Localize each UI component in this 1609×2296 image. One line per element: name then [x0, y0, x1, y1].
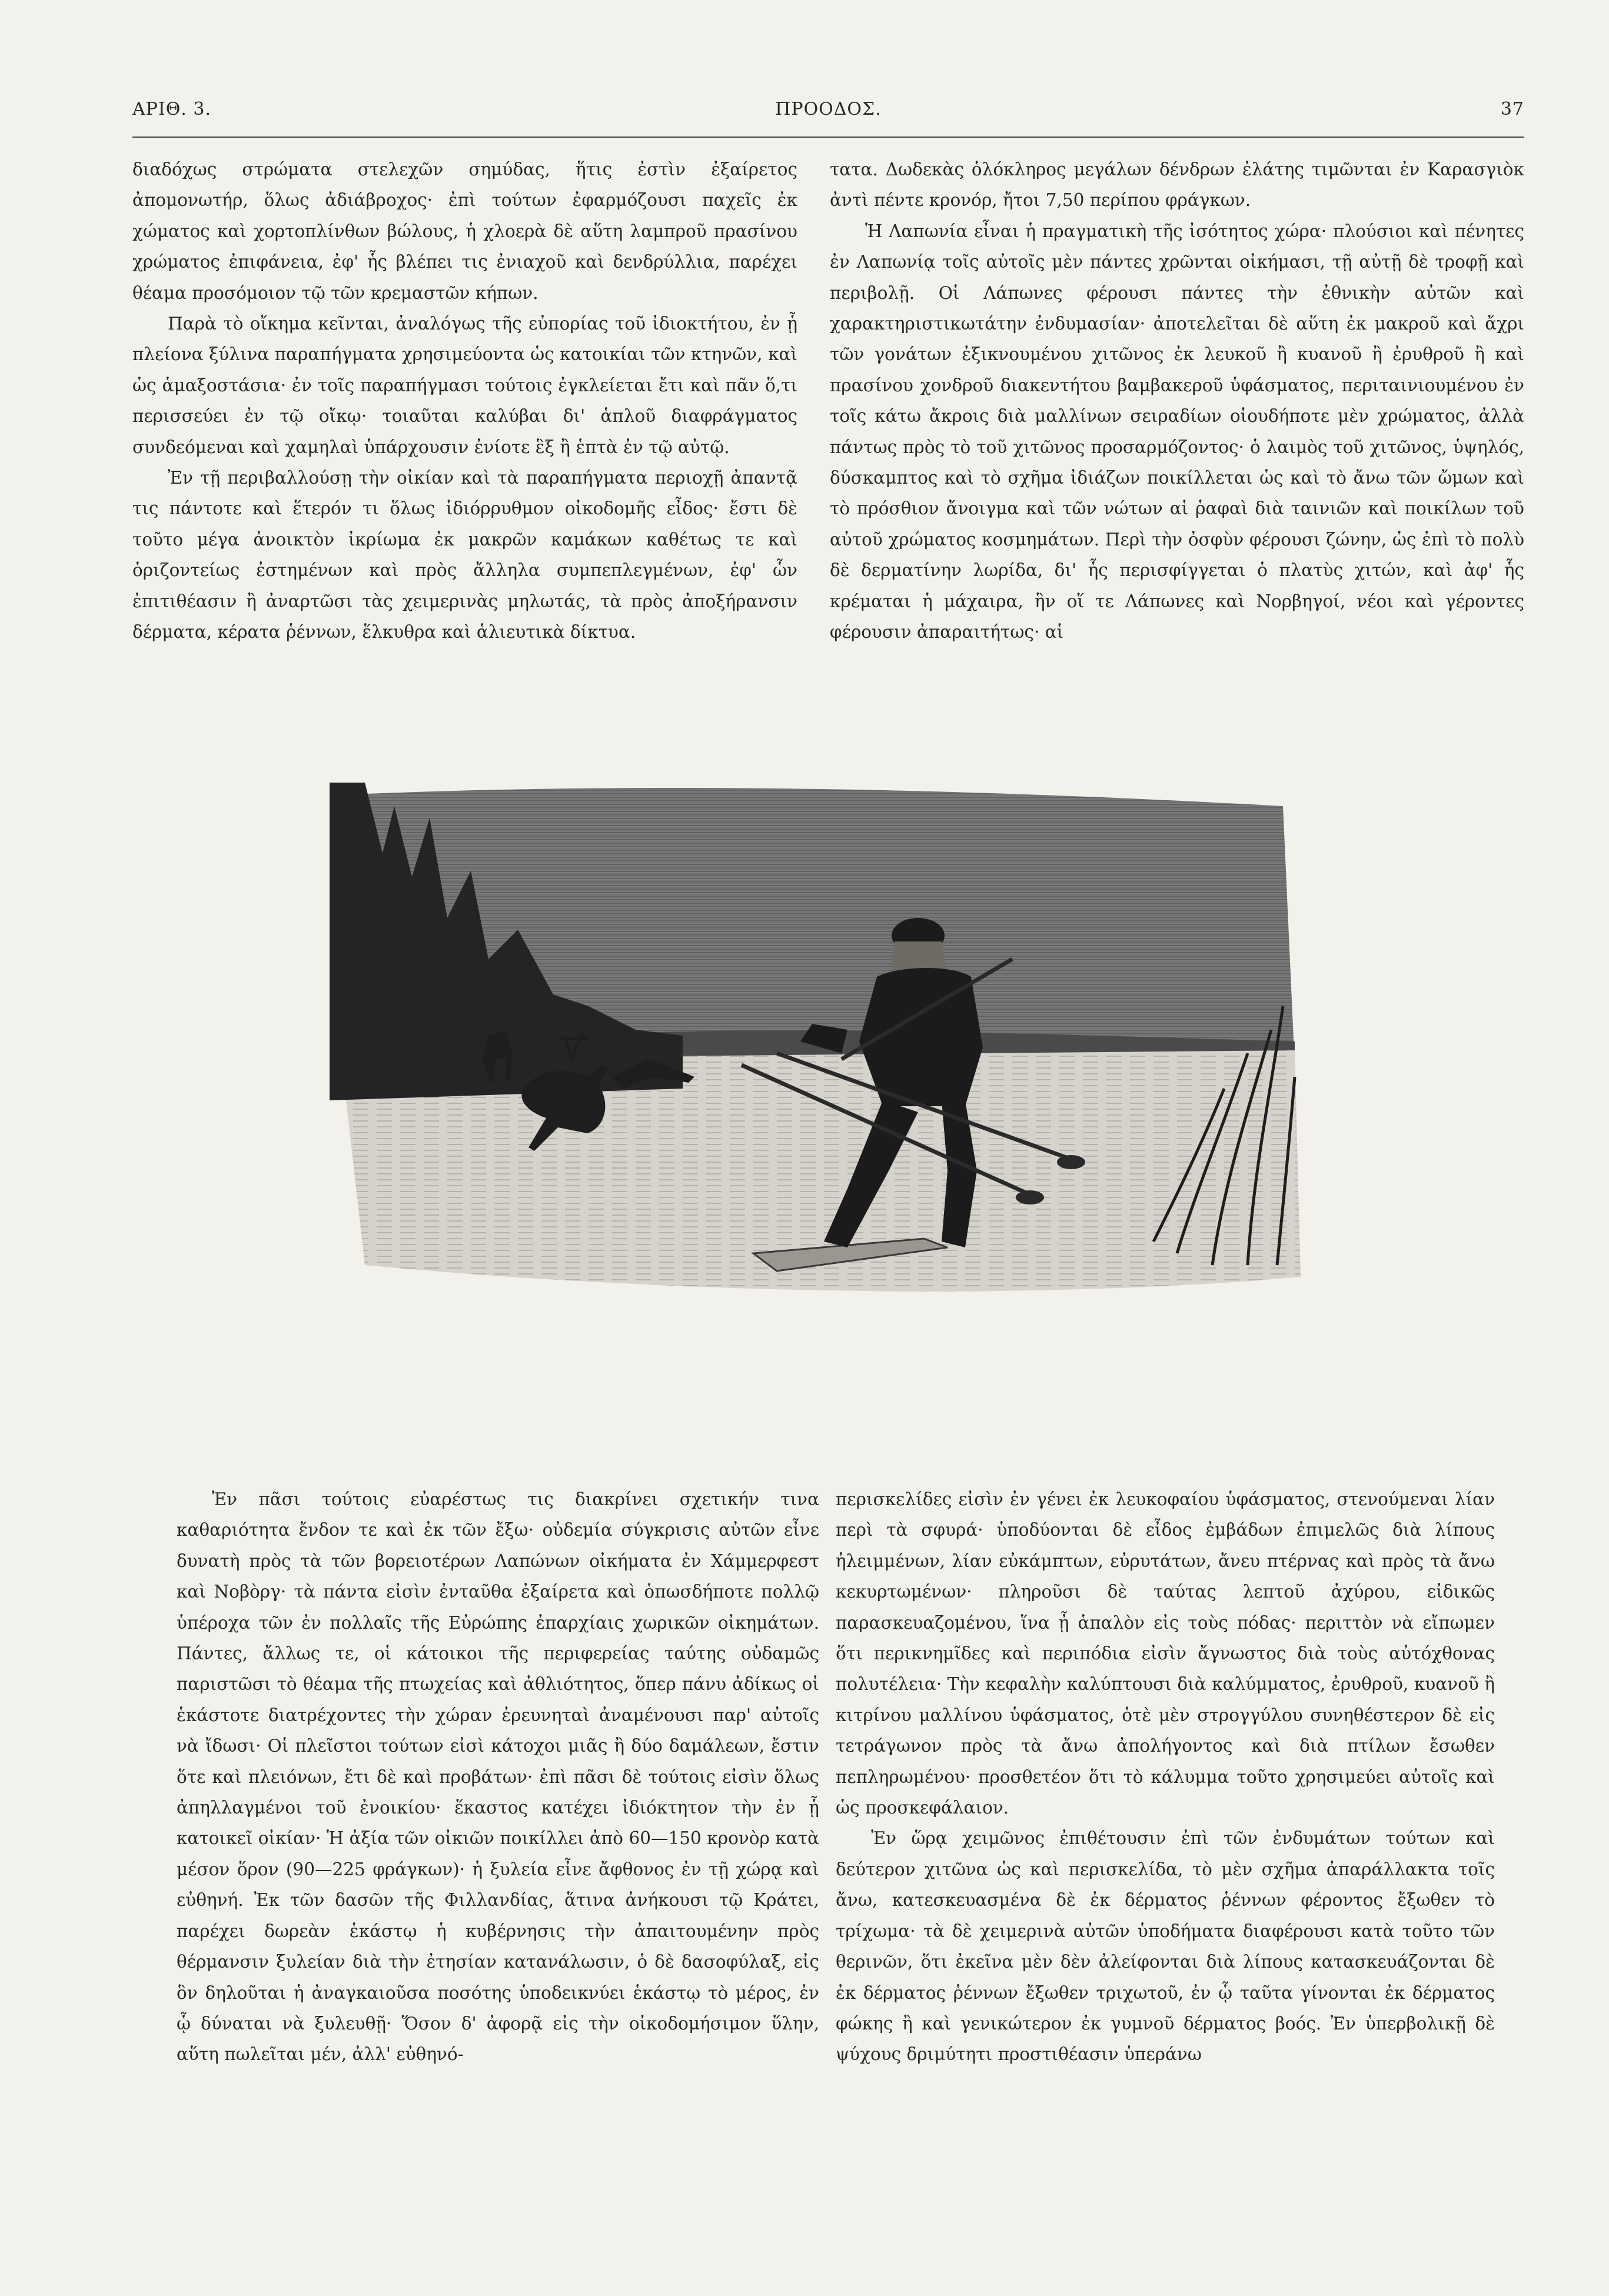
engraving-illustration — [330, 783, 1301, 1312]
paragraph: Ἐν πᾶσι τούτοις εὐαρέστως τις διακρίνει σχετικήν τινα καθαριότητα ἔνδον τε καὶ ἐκ τῶν ἔξω· οὐδεμία σύγκρισις αὐτῶν εἶνε δυνατὴ πρὸς τὰ τῶν βορειοτέρων Λαπώνων οἰκήματα ἐν Χάμμερφεστ καὶ Νοβὸργ· τὰ πάντα εἰσὶν ἐνταῦθα ἐξαίρετα καὶ ὁπωσδήποτε πολλῷ ὑπέροχα τῶν ἐν πολλαῖς τῆς Εὐρώπης ἐπαρχίαις χωρικῶν οἰκημάτων. Πάντες, ἄλλως τε, οἱ κάτοικοι τῆς περιφερείας ταύτης οὐδαμῶς παριστῶσι τὸ θέαμα τῆς πτωχείας καὶ ἀθλιότητος, ὅπερ πάνυ ἀδίκως οἱ ἑκάστοτε διατρέχοντες τὴν χώραν ἐρευνηταὶ ἀναμένουσι παρ' αὐτοῖς νὰ ἴδωσι· Οἱ πλεῖστοι τούτων εἰσὶ κάτοχοι μιᾶς ἢ δύο δαμάλεων, ἔστιν ὅτε καὶ πλειόνων, ἔτι δὲ καὶ προβάτων· ἐπὶ πᾶσι δὲ τούτοις εἰσὶν ὅλως ἀπηλλαγμένοι τοῦ ἐνοικίου· ἕκαστος κατέχει ἰδιόκτητον τὴν ἐν ᾗ κατοικεῖ οἰκίαν· Ἡ ἀξία τῶν οἰκιῶν ποικίλλει ἀπὸ 60—150 κρονὸρ κατὰ μέσον ὅρον (90—225 φράγκων)· ἡ ξυλεία εἶνε ἄφθονος ἐν τῇ χώρᾳ καὶ εὐθηνή. Ἐκ τῶν δασῶν τῆς Φιλλανδίας, ἅτινα ἀνήκουσι τῷ Κράτει, παρέχει δωρεὰν ἑκάστῳ ἡ κυβέρνησις τὴν ἀπαιτουμένην πρὸς θέρμανσιν ξυλείαν διὰ τὴν ἐτησίαν κατανάλωσιν, ὁ δὲ δασοφύλαξ, εἰς ὃν δηλοῦται ἡ ἀναγκαιοῦσα ποσότης ὑποδεικνύει ἑκάστῳ τὸ μέρος, ἐν ᾧ δύναται νὰ ξυλευθῇ· Ὅσον δ' ἀφορᾷ εἰς τὴν οἰκοδομήσιμον ὕλην, αὕτη πωλεῖται μέν, ἀλλ' εὐθηνό- — [177, 1489, 819, 2065]
paragraph: περισκελίδες εἰσὶν ἐν γένει ἐκ λευκοφαίου ὑφάσματος, στενούμεναι λίαν περὶ τὰ σφυρά· ὑποδύονται δὲ εἶδος ἐμβάδων ἐπιμελῶς διὰ λίπους ἠλειμμένων, λίαν εὐκάμπτων, εὐρυτάτων, ἄνευ πτέρνας καὶ πρὸς τὰ ἄνω κεκυρτωμένων· πληροῦσι δὲ ταύτας λεπτοῦ ἀχύρου, εἰδικῶς παρασκευαζομένου, ἵνα ᾖ ἁπαλὸν εἰς τοὺς πόδας· περιττὸν νὰ εἴπωμεν ὅτι περικνημῖδες καὶ περιπόδια εἰσὶν ἄγνωστος διὰ τοὺς αὐτόχθονας πολυτέλεια· Τὴν κεφαλὴν καλύπτουσι διὰ καλύμματος, ἐρυθροῦ, κυανοῦ ἢ κιτρίνου μαλλίνου ὑφάσματος, ὁτὲ μὲν στρογγύλου συνηθέστερον δὲ εἰς τετράγωνον πρὸς τὰ ἄνω ἀπολήγοντος καὶ διὰ πτίλων ἔσωθεν πεπληρωμένου· προσθετέον ὅτι τὸ κάλυμμα τοῦτο χρησιμεύει αὐτοῖς καὶ ὡς προσκεφάλαιον. — [836, 1489, 1495, 1818]
header-rule — [132, 137, 1524, 138]
column-bottom-left — [177, 1484, 819, 2070]
running-head — [132, 99, 1524, 128]
column-top-left — [132, 154, 797, 648]
paragraph: διαδόχως στρώματα στελεχῶν σημύδας, ἥτις ἐστὶν ἐξαίρετος ἀπομονωτήρ, ὅλως ἀδιάβροχος· ἐπὶ τούτων ἐφαρμόζουσι παχεῖς ἐκ χώματος καὶ χορτοπλίνθων βώλους, ἡ χλοερὰ δὲ αὕτη λαμπροῦ πρασίνου χρώματος ἐπιφάνεια, ἐφ' ἧς βλέπει τις ἐνιαχοῦ καὶ δενδρύλλια, παρέχει θέαμα προσόμοιον τῷ τῶν κρεμαστῶν κήπων. — [132, 159, 797, 303]
paragraph: τατα. Δωδεκὰς ὁλόκληρος μεγάλων δένδρων ἐλάτης τιμῶνται ἐν Καρασγιὸκ ἀντὶ πέντε κρονόρ, ἤτοι 7,50 περίπου φράγκων. — [830, 159, 1524, 211]
paragraph: Ἡ Λαπωνία εἶναι ἡ πραγματικὴ τῆς ἰσότητος χώρα· πλούσιοι καὶ πένητες ἐν Λαπωνίᾳ τοῖς αὐτοῖς μὲν πάντες χρῶνται οἰκήμασι, τῇ αὐτῇ δὲ τροφῇ καὶ περιβολῇ. Οἱ Λάπωνες φέρουσι πάντες τὴν ἐθνικὴν αὐτῶν καὶ χαρακτηριστικωτάτην ἐνδυμασίαν· ἀποτελεῖται δὲ αὕτη ἐκ μακροῦ καὶ ἄχρι τῶν γονάτων ἐξικνουμένου χιτῶνος ἐκ λευκοῦ ἢ κυανοῦ ἢ ἐρυθροῦ ἢ καὶ πρασίνου χονδροῦ διακεντήτου βαμβακεροῦ ὑφάσματος, περιταινιουμένου ἐν τοῖς κάτω ἄκροις διὰ μαλλίνων σειραδίων οἱουδήποτε μὲν χρώματος, ἀλλὰ πάντως πρὸς τὸ τοῦ χιτῶνος προσαρμόζοντος· ὁ λαιμὸς τοῦ χιτῶνος, ὑψηλός, δύσκαμπτος καὶ τὸ σχῆμα ἰδιάζων ποικίλλεται ὡς καὶ τὸ ἄνω τῶν ὤμων καὶ τὸ πρόσθιον ἄνοιγμα καὶ τῶν νώτων αἱ ῥαφαὶ διὰ ταινιῶν καὶ ποικίλων τοῦ αὐτοῦ χρώματος κοσμημάτων. Περὶ τὴν ὀσφὺν φέρουσι ζώνην, ὡς ἐπὶ τὸ πολὺ δὲ δερματίνην λωρίδα, δι' ἧς περισφίγγεται ὁ πλατὺς χιτών, καὶ ἀφ' ἧς κρέμαται ἡ μάχαιρα, ἣν οἵ τε Λάπωνες καὶ Νορβηγοί, νέοι καὶ γέροντες φέρουσιν ἀπαραιτήτως· αἱ — [830, 221, 1524, 643]
page-number: 37 — [1500, 99, 1524, 119]
paragraph: Ἐν ὥρᾳ χειμῶνος ἐπιθέτουσιν ἐπὶ τῶν ἐνδυμάτων τούτων καὶ δεύτερον χιτῶνα ὡς καὶ περισκελίδα, τὸ μὲν σχῆμα ἀπαράλλακτα τοῖς ἄνω, κατεσκευασμένα δὲ ἐκ δέρματος ῥέννων φέροντος ἔξωθεν τὸ τρίχωμα· τὰ δὲ χειμερινὰ αὐτῶν ὑποδήματα διαφέρουσι κατὰ τοῦτο τῶν θερινῶν, ὅτι ἐκεῖνα μὲν δὲν ἀλείφονται διὰ λίπους κατασκευάζονται δὲ ἐκ δέρματος ῥέννων ἔξωθεν τριχωτοῦ, ἐν ᾧ ταῦτα γίνονται ἐκ δέρματος φώκης ἢ καὶ γενικώτερον ἐκ γυμνοῦ δέρματος βοός. Ἐν ὑπερβολικῇ δὲ ψύχους δριμύτητι προστιθέασιν ὑπεράνω — [836, 1828, 1495, 2065]
journal-title: ΠΡΟΟΔΟΣ. — [775, 99, 882, 119]
paragraph: Παρὰ τὸ οἴκημα κεῖνται, ἀναλόγως τῆς εὐπορίας τοῦ ἰδιοκτήτου, ἐν ᾗ πλείονα ξύλινα παραπήγματα χρησιμεύοντα ὡς κατοικίαι τῶν κτηνῶν, καὶ ὡς ἁμαξοστάσια· ἐν τοῖς παραπήγμασι τούτοις ἐγκλείεται ἔτι καὶ πᾶν ὅ,τι περισσεύει ἐν τῷ οἴκῳ· τοιαῦται καλύβαι δι' ἁπλοῦ διαφράγματος συνδεόμεναι καὶ χαμηλαὶ ὑπάρχουσιν ἐνίοτε ἓξ ἢ ἑπτὰ ἐν τῷ αὐτῷ. — [132, 314, 797, 457]
column-top-right — [830, 154, 1524, 648]
column-bottom-right — [836, 1484, 1495, 2070]
paragraph: Ἐν τῇ περιβαλλούσῃ τὴν οἰκίαν καὶ τὰ παραπήγματα περιοχῇ ἀπαντᾷ τις πάντοτε καὶ ἕτερόν τι ὅλως ἰδιόρρυθμον οἰκοδομῆς εἶδος· ἔστι δὲ τοῦτο μέγα ἀνοικτὸν ἰκρίωμα ἐκ μακρῶν καμάκων καθέτως τε καὶ ὁριζοντείως ἐστημένων καὶ πρὸς ἄλληλα συμπεπλεγμένων, ἐφ' ὧν ἐπιτιθέασιν ἢ ἀναρτῶσι τὰς χειμερινὰς μηλωτάς, τὰ πρὸς ἀποξήρανσιν δέρματα, κέρατα ῥέννων, ἕλκυθρα καὶ ἁλιευτικὰ δίκτυα. — [132, 468, 797, 643]
issue-number: ΑΡΙΘ. 3. — [132, 99, 211, 119]
